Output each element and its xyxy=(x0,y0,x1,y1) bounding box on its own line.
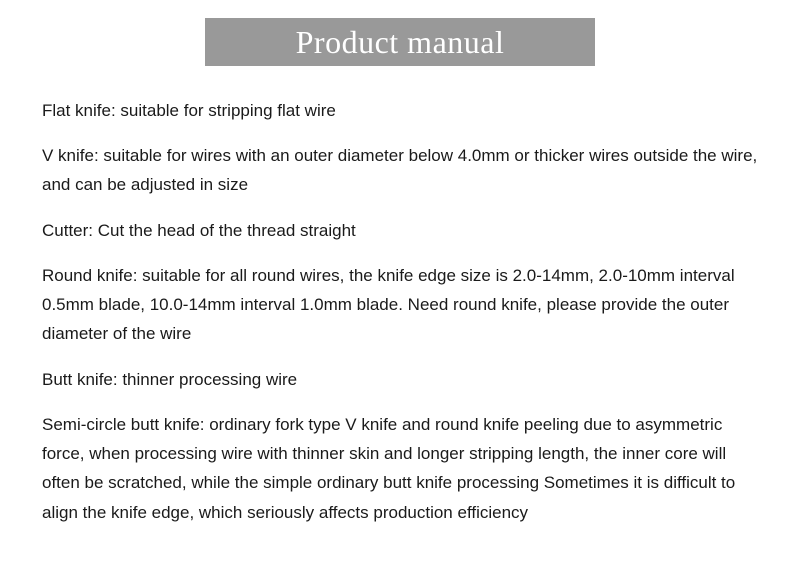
paragraph-cutter: Cutter: Cut the head of the thread straight xyxy=(42,220,356,240)
page-title-banner xyxy=(205,18,595,66)
product-manual-page xyxy=(0,18,800,579)
paragraph-v-knife: V knife: suitable for wires with an outer diameter below 4.0mm or thicker wires outside the wire, and can be adjusted in size xyxy=(42,146,758,195)
paragraph-semi-circle-butt-knife: Semi-circle butt knife: ordinary fork type V knife and round knife peeling due to asymmetric force, when processing wire with thinner skin and longer stripping length, the inner core will often be scratched, while the simple ordinary butt knife processing Sometimes it is difficult to align the knife edge, which seriously affects production efficiency xyxy=(42,414,736,522)
manual-content xyxy=(0,66,800,527)
page-title: Product manual xyxy=(295,24,505,60)
paragraph-flat-knife: Flat knife: suitable for stripping flat wire xyxy=(42,101,336,120)
paragraph-butt-knife: Butt knife: thinner processing wire xyxy=(42,369,298,389)
paragraph-round-knife: Round knife: suitable for all round wires, the knife edge size is 2.0-14mm, 2.0-10mm interval 0.5mm blade, 10.0-14mm interval 1.0mm blade. Need round knife, please provide the outer diameter of the wire xyxy=(42,265,735,344)
